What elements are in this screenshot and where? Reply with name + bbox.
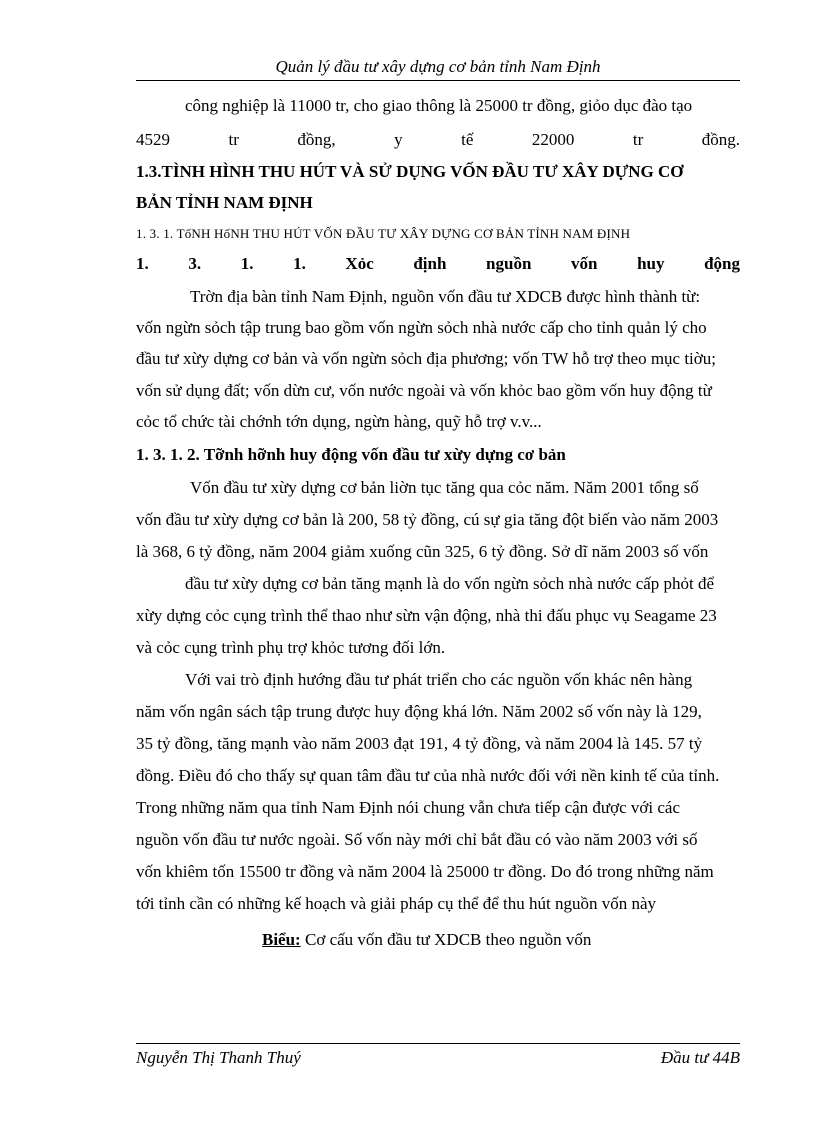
body-line: vốn ngừn sỏch tập trung bao gồm vốn ngừn sỏch nhà nước cấp cho tỉnh quản lý cho — [136, 318, 707, 337]
section-heading: 1.3.TÌNH HÌNH THU HÚT VÀ SỬ DỤNG VỐN ĐẦU TƯ XÂY DỰNG CƠ — [136, 162, 684, 181]
body-line: Vốn đầu tư xừy dựng cơ bản liờn tục tăng qua cỏc năm. Năm 2001 tổng số — [190, 478, 699, 497]
figure-caption — [262, 926, 740, 954]
body-line: và cỏc cụng trình phụ trợ khỏc tương đối lớn. — [136, 638, 446, 657]
body-line: vốn sử dụng đất; vốn dừn cư, vốn nước ngoài và vốn khỏc bao gồm vốn huy động từ — [136, 381, 712, 400]
body-line: đầu tư xừy dựng cơ bản tăng mạnh là do vốn ngừn sỏch nhà nước cấp phỏt để — [185, 574, 715, 593]
subsubsection-heading: 1. 3. 1. 2. Tỡnh hỡnh huy động vốn đầu tư xừy dựng cơ bản — [136, 445, 566, 464]
body-line: là 368, 6 tỷ đồng, năm 2004 giảm xuống cũn 325, 6 tỷ đồng. Sở dĩ năm 2003 số vốn — [136, 542, 709, 561]
body-line: đầu tư xừy dựng cơ bản và vốn ngừn sỏch địa phương; vốn TW hỗ trợ theo mục tiờu; — [136, 349, 716, 368]
body-line: Trong những năm qua tỉnh Nam Định nói chung vẫn chưa tiếp cận được với các — [136, 798, 681, 817]
body-line: 4529 tr đồng, y tế 22000 tr đồng. — [136, 130, 740, 149]
page-header-title: Quản lý đầu tư xây dựng cơ bản tỉnh Nam Định — [275, 57, 601, 76]
body-line: tới tỉnh cần có những kế hoạch và giải pháp cụ thể để thu hút nguồn vốn này — [136, 894, 657, 913]
subsection-heading: 1. 3. 1. TốNH HốNH THU HÚT VỐN ĐẦU TƯ XÂY DỰNG CƠ BẢN TỈNH NAM ĐỊNH — [136, 226, 631, 241]
body-line: Với vai trò định hướng đầu tư phát triển cho các nguồn vốn khác nên hàng — [185, 670, 693, 689]
header-rule — [136, 80, 740, 81]
section-heading-cont: BẢN TỈNH NAM ĐỊNH — [136, 193, 313, 212]
body-line: vốn khiêm tốn 15500 tr đồng và năm 2004 là 25000 tr đồng. Do đó trong những năm — [136, 862, 714, 881]
footer-class: Đầu tư 44B — [660, 1048, 740, 1067]
body-line: công nghiệp là 11000 tr, cho giao thông là 25000 tr đồng, giỏo dục đào tạo — [185, 96, 693, 115]
body-line: 35 tỷ đồng, tăng mạnh vào năm 2003 đạt 191, 4 tỷ đồng, và năm 2004 là 145. 57 tỷ — [136, 734, 703, 753]
body-line: cỏc tổ chức tài chớnh tớn dụng, ngừn hàng, quỹ hỗ trợ v.v... — [136, 412, 542, 431]
footer-author: Nguyễn Thị Thanh Thuý — [136, 1048, 301, 1067]
body-line: xừy dựng cỏc cụng trình thể thao như sừn vận động, nhà thi đấu phục vụ Seagame 23 — [136, 606, 717, 625]
body-line: năm vốn ngân sách tập trung được huy động khá lớn. Năm 2002 số vốn này là 129, — [136, 702, 702, 721]
footer-rule — [136, 1043, 740, 1044]
caption-label: Biểu: — [262, 930, 301, 949]
caption-text: Cơ cấu vốn đầu tư XDCB theo nguồn vốn — [300, 930, 592, 949]
body-line: nguồn vốn đầu tư nước ngoài. Số vốn này mới chỉ bắt đầu có vào năm 2003 với số — [136, 830, 698, 849]
subsubsection-heading: 1. 3. 1. 1. Xỏc định nguồn vốn huy động — [136, 254, 740, 273]
body-line: Trờn địa bàn tỉnh Nam Định, nguồn vốn đầu tư XDCB được hình thành từ: — [190, 287, 701, 306]
body-line: đồng. Điều đó cho thấy sự quan tâm đầu tư của nhà nước đối với nền kinh tế của tỉnh. — [136, 766, 720, 785]
body-line: vốn đầu tư xừy dựng cơ bản là 200, 58 tỷ đồng, cú sự gia tăng đột biến vào năm 2003 — [136, 510, 719, 529]
